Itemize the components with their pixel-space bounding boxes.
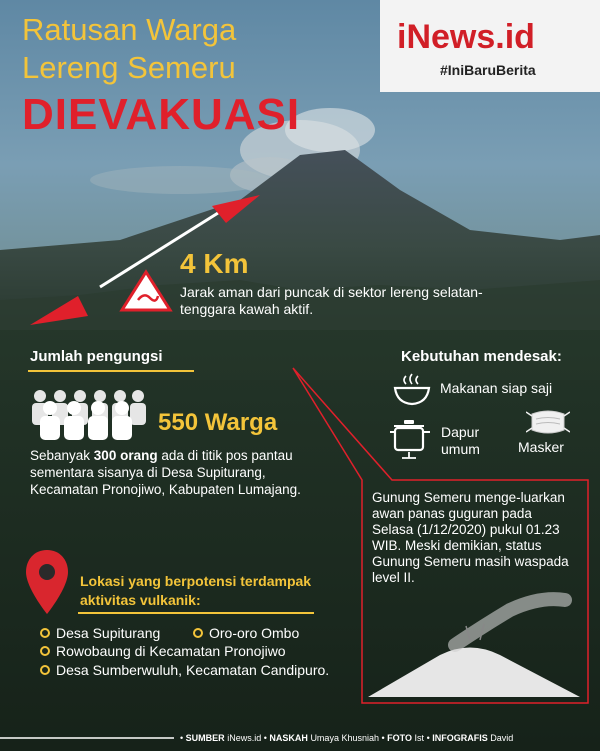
location-item	[40, 625, 160, 641]
brand-hashtag: #IniBaruBerita	[440, 62, 536, 78]
location-item-label: Rowobaung di Kecamatan Pronojiwo	[56, 643, 286, 659]
location-title: Lokasi yang berpotensi terdampak aktivitas vulkanik:	[80, 573, 312, 608]
refugees-heading: Jumlah pengungsi	[30, 348, 163, 365]
location-item	[40, 643, 286, 659]
need-item-food: Makanan siap saji	[440, 380, 553, 396]
title-line-2: Lereng Semeru	[22, 50, 236, 85]
location-item-label: Oro-oro Ombo	[209, 625, 300, 641]
location-item-label: Desa Sumberwuluh, Kecamatan Candipuro.	[56, 662, 330, 678]
footer-rule	[0, 736, 178, 740]
footer-sumber-value: iNews.id	[227, 733, 262, 743]
bullet-icon	[40, 628, 50, 638]
refugee-desc-highlight: 300 orang	[93, 448, 158, 463]
footer-separator: •	[180, 733, 184, 743]
footer-separator: •	[426, 733, 430, 743]
footer-separator: •	[263, 733, 267, 743]
refugee-desc-suffix: ada di titik pos pantau sementara sisanya di Desa Supiturang, Kecamatan Pronojiwo, Kabupaten Lumajang.	[30, 448, 301, 497]
distance-value: 4 Km	[180, 248, 249, 279]
refugee-count: 550 Warga	[158, 409, 278, 436]
footer-sumber-label: SUMBER	[185, 733, 225, 743]
bullet-icon	[40, 665, 50, 675]
location-item	[193, 625, 299, 641]
bullet-icon	[193, 628, 203, 638]
info-text: Gunung Semeru menge-luarkan awan panas guguran pada Selasa (1/12/2020) pukul 01.23 WIB. Meski demikian, status Gunung Semeru masih waspada level II.	[372, 490, 569, 585]
footer-naskah-label: NASKAH	[269, 733, 308, 743]
footer-foto-label: FOTO	[387, 733, 413, 743]
volcano-icon	[368, 599, 580, 697]
footer-naskah-value: Umaya Khusniah	[310, 733, 379, 743]
footer-infografis-label: INFOGRAFIS	[432, 733, 488, 743]
refugee-desc-prefix: Sebanyak	[30, 448, 94, 463]
title-line-1: Ratusan Warga	[22, 12, 237, 47]
location-pin-icon	[24, 548, 70, 618]
footer-foto-value: Ist	[414, 733, 425, 743]
brand-logo: iNews.id	[397, 18, 535, 56]
location-item-label: Desa Supiturang	[56, 625, 161, 641]
footer-infografis-value: David	[490, 733, 514, 743]
footer-separator: •	[381, 733, 385, 743]
location-underline	[78, 610, 318, 616]
location-item	[40, 661, 340, 679]
title-line-3: DIEVAKUASI	[22, 90, 301, 139]
distance-description: Jarak aman dari puncak di sektor lereng selatan-tenggara kawah aktif.	[180, 284, 483, 317]
need-item-mask: Masker	[518, 439, 564, 455]
footer-credits	[180, 733, 513, 743]
needs-heading: Kebutuhan mendesak:	[401, 348, 562, 365]
bullet-icon	[40, 646, 50, 656]
need-item-kitchen: Dapur umum	[441, 424, 480, 457]
